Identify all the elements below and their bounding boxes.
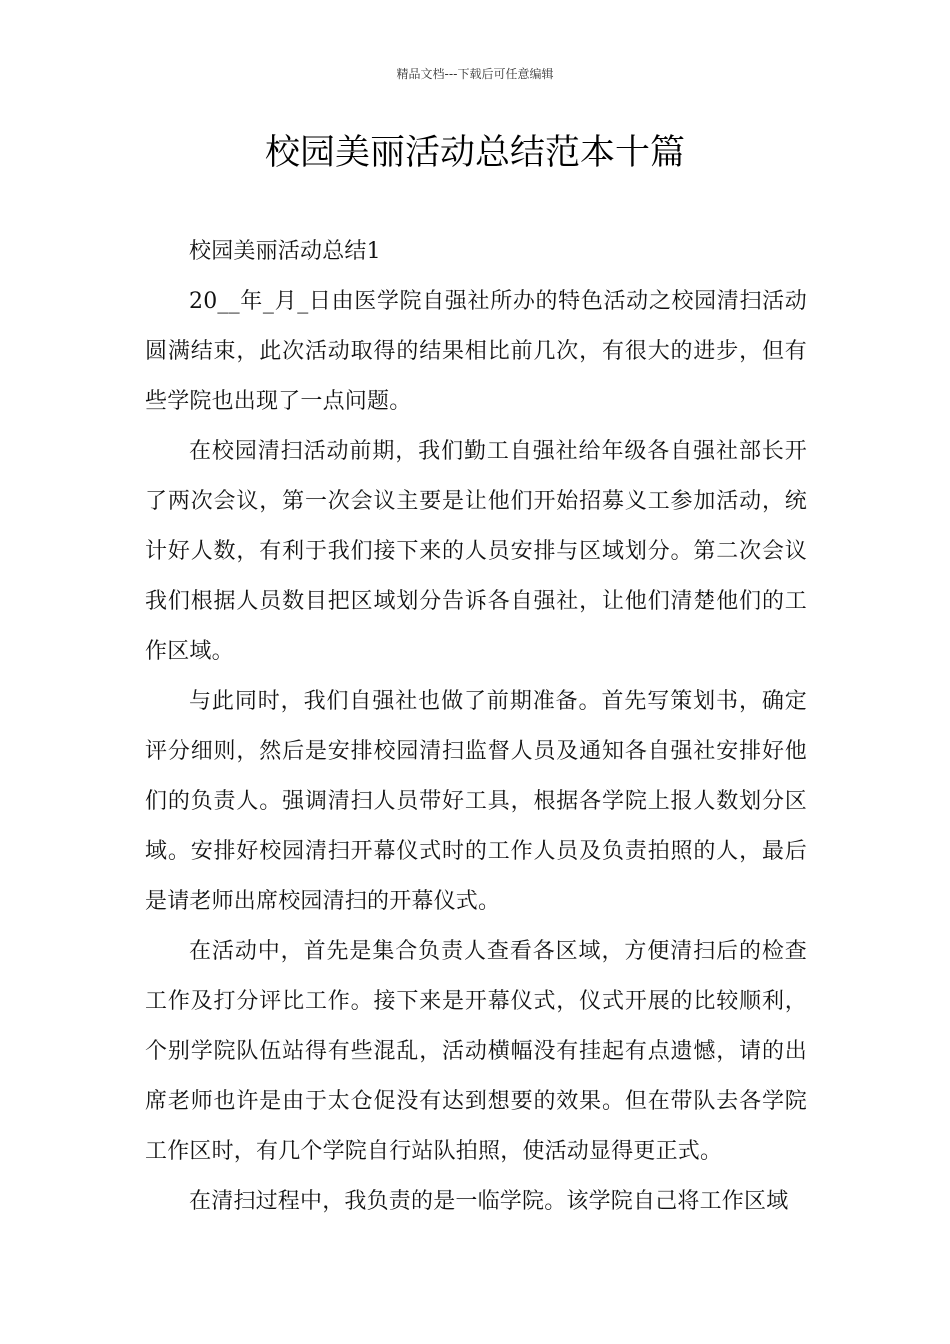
paragraph-2: 在校园清扫活动前期，我们勤工自强社给年级各自强社部长开了两次会议，第一次会议主要是让他们开始招募义工参加活动，统计好人数，有利于我们接下来的人员安排与区域划分。第二次会议我们根据人员数目把区域划分告诉各自强社，让他们清楚他们的工作区域。 bbox=[145, 439, 807, 664]
section-heading: 校园美丽活动总结1 bbox=[189, 239, 381, 264]
header-note: 精品文档---下载后可任意编辑 bbox=[396, 67, 554, 81]
paragraph-5: 在清扫过程中，我负责的是一临学院。该学院自己将工作区域 bbox=[189, 1189, 789, 1214]
paragraph-1: 20__年_月_日由医学院自强社所办的特色活动之校园清扫活动圆满结束，此次活动取得的结果相比前几次，有很大的进步，但有些学院也出现了一点问题。 bbox=[145, 289, 807, 414]
paragraph-3: 与此同时，我们自强社也做了前期准备。首先写策划书，确定评分细则，然后是安排校园清扫监督人员及通知各自强社安排好他们的负责人。强调清扫人员带好工具，根据各学院上报人数划分区域。安排好校园清扫开幕仪式时的工作人员及负责拍照的人，最后是请老师出席校园清扫的开幕仪式。 bbox=[145, 689, 807, 914]
document-body bbox=[145, 227, 807, 1227]
paragraph-4: 在活动中，首先是集合负责人查看各区域，方便清扫后的检查工作及打分评比工作。接下来是开幕仪式，仪式开展的比较顺利，个别学院队伍站得有些混乱，活动横幅没有挂起有点遗憾，请的出席老师也许是由于太仓促没有达到想要的效果。但在带队去各学院工作区时，有几个学院自行站队拍照，使活动显得更正式。 bbox=[145, 939, 807, 1164]
document-title: 校园美丽活动总结范本十篇 bbox=[264, 133, 685, 173]
